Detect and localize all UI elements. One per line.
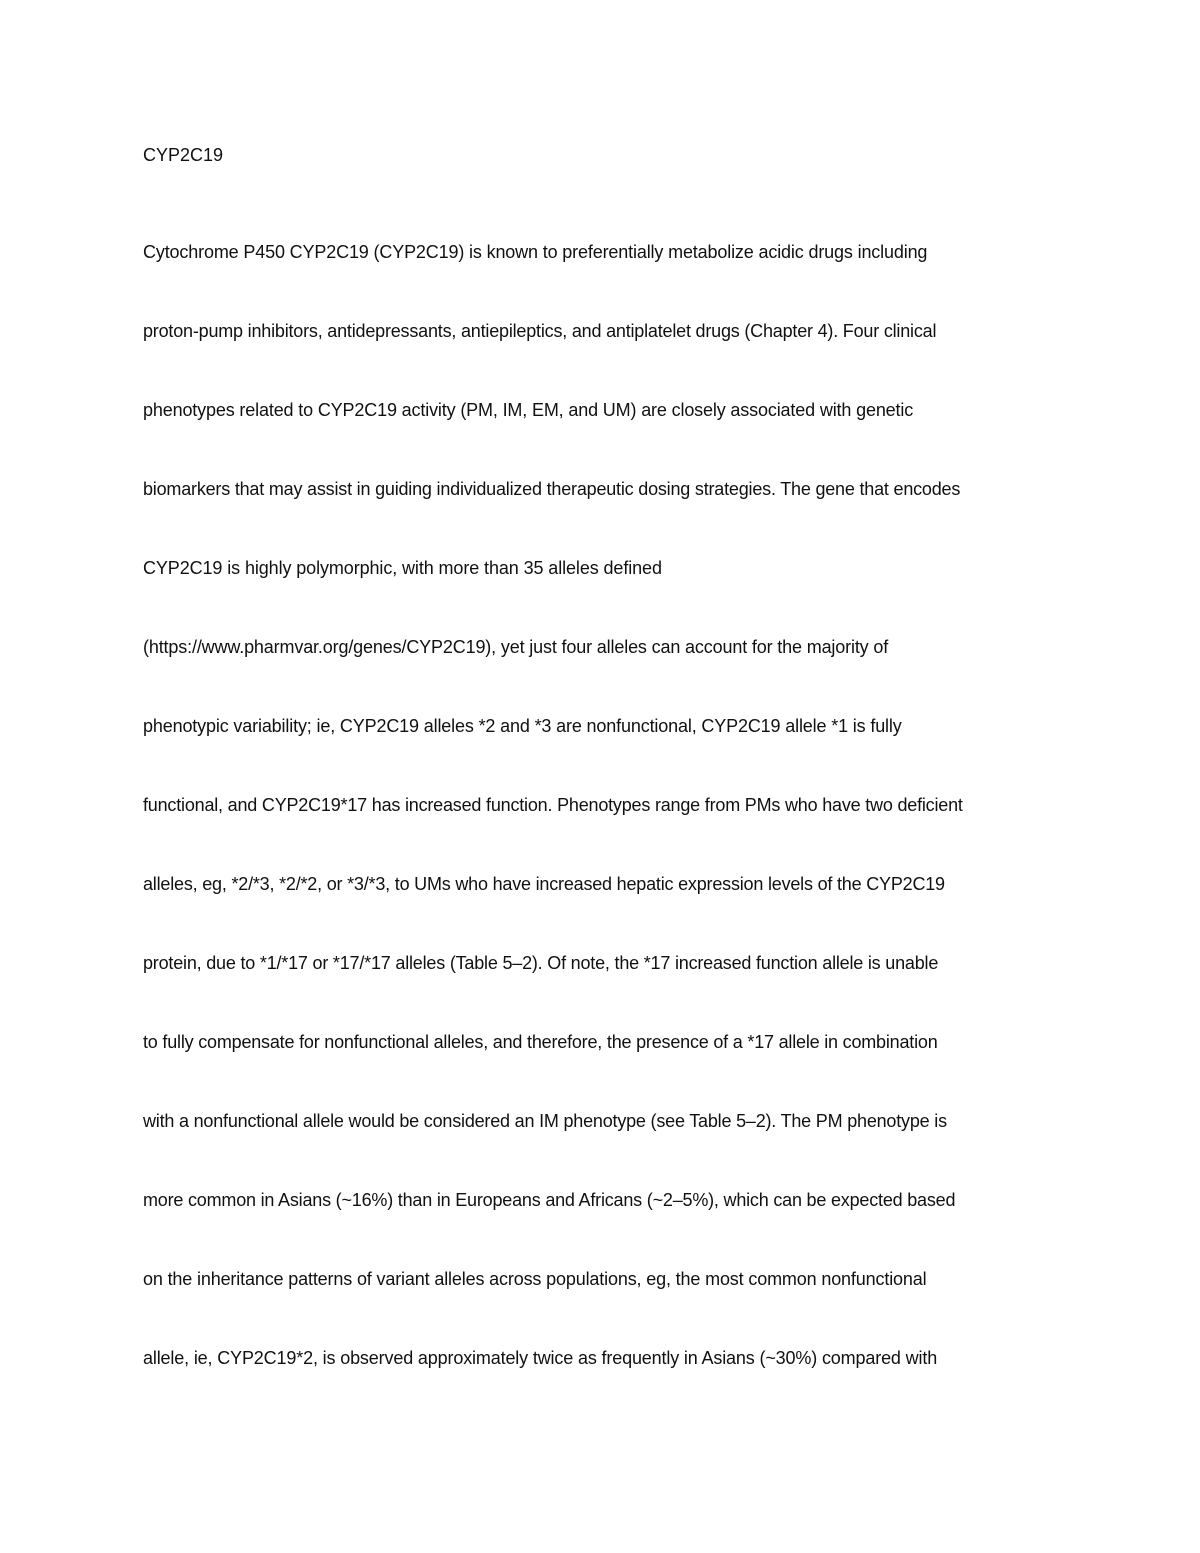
paragraph-line: alleles, eg, *2/*3, *2/*2, or *3/*3, to UMs who have increased hepatic expression levels of the CYP2C19	[143, 874, 945, 894]
paragraph-line: on the inheritance patterns of variant alleles across populations, eg, the most common nonfunctional	[143, 1269, 927, 1289]
paragraph-line: phenotypes related to CYP2C19 activity (PM, IM, EM, and UM) are closely associated with genetic	[143, 400, 914, 420]
paragraph-line: with a nonfunctional allele would be considered an IM phenotype (see Table 5–2). The PM phenotype is	[143, 1111, 947, 1131]
paragraph-line: proton-pump inhibitors, antidepressants, antiepileptics, and antiplatelet drugs (Chapter 4). Four clinical	[143, 321, 937, 341]
paragraph-line: functional, and CYP2C19*17 has increased function. Phenotypes range from PMs who have two deficient	[143, 795, 963, 815]
paragraph-line: CYP2C19 is highly polymorphic, with more than 35 alleles defined	[143, 558, 662, 578]
paragraph-line: (https://www.pharmvar.org/genes/CYP2C19), yet just four alleles can account for the majority of	[143, 637, 889, 657]
paragraph-line: Cytochrome P450 CYP2C19 (CYP2C19) is known to preferentially metabolize acidic drugs including	[143, 242, 928, 262]
paragraph-line: biomarkers that may assist in guiding individualized therapeutic dosing strategies. The gene that encodes	[143, 479, 961, 499]
paragraph-line: to fully compensate for nonfunctional alleles, and therefore, the presence of a *17 allele in combination	[143, 1032, 938, 1052]
document-heading: CYP2C19	[143, 145, 224, 165]
paragraph-line: protein, due to *1/*17 or *17/*17 alleles (Table 5–2). Of note, the *17 increased function allele is unable	[143, 953, 939, 973]
paragraph-line: more common in Asians (~16%) than in Europeans and Africans (~2–5%), which can be expected based	[143, 1190, 956, 1210]
paragraph-line: phenotypic variability; ie, CYP2C19 alleles *2 and *3 are nonfunctional, CYP2C19 allele *1 is fully	[143, 716, 902, 736]
paragraph-line: allele, ie, CYP2C19*2, is observed approximately twice as frequently in Asians (~30%) compared with	[143, 1348, 938, 1368]
